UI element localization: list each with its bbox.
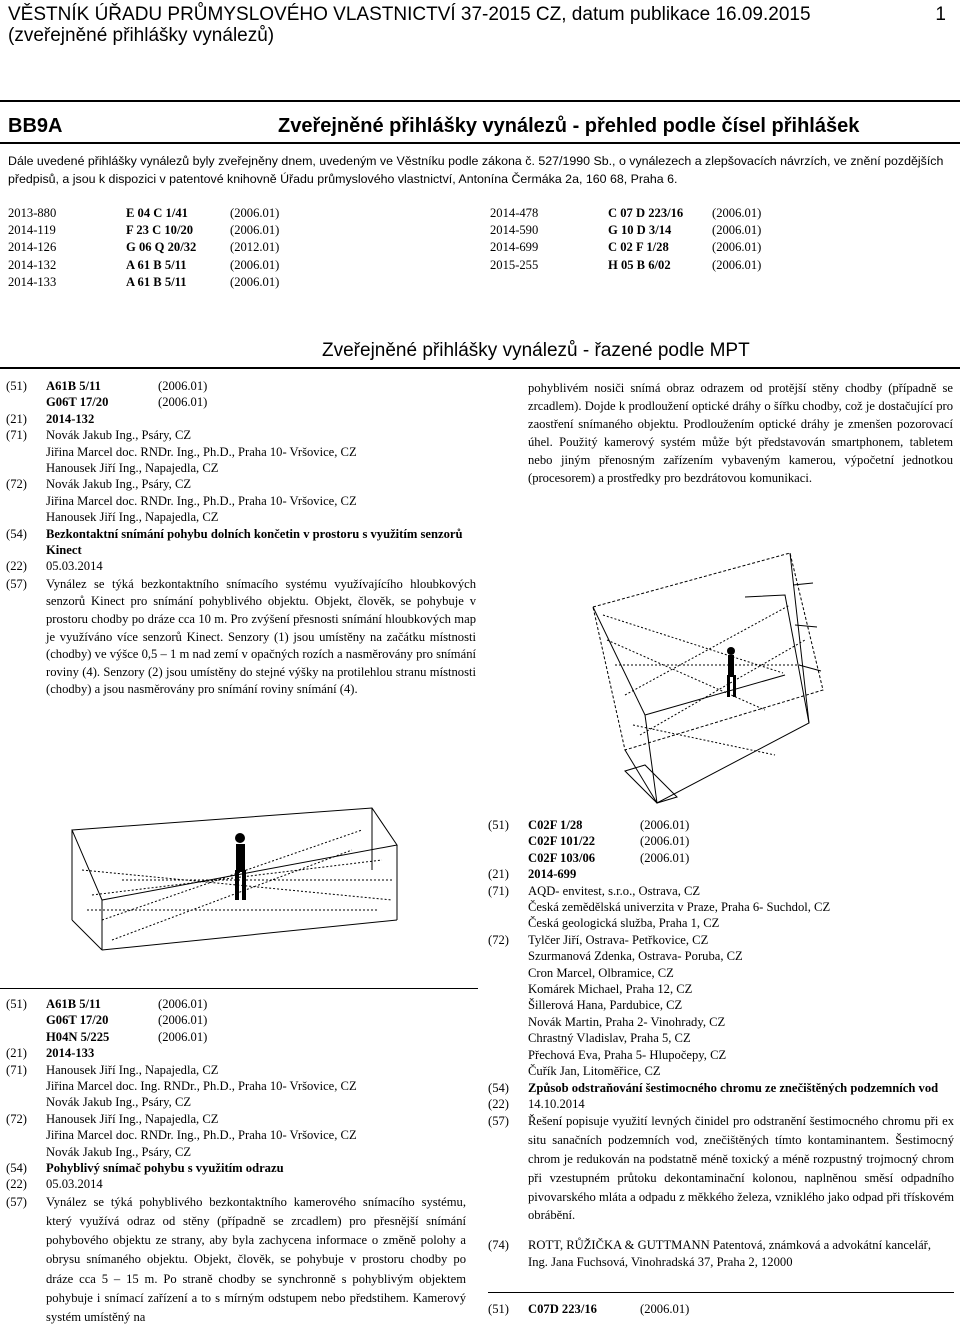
abstract: Řešení popisuje využití levných činidel pro odstranění šestimocného chromu při ex situ sanačních podzemních vod, znečištěných tímto kontaminantem. Šestimocný chrom je redukován na podstatně méně toxický a méně rozpustný trojmocný chrom při vzestupném průtoku dekontaminační kolonou, naplněnou směsí odpadního pivovarského mláta a odpadu z měkkého železa, vzniklého jako odpad při třískovém obrábění. bbox=[528, 1114, 954, 1223]
application-number: 2014-133 bbox=[46, 1046, 95, 1061]
ipc-version: (2006.01) bbox=[712, 223, 762, 238]
application-number: 2014-132 bbox=[8, 257, 57, 272]
mpt-section-title: Zveřejněné přihlášky vynálezů - řazené podle MPT bbox=[322, 340, 750, 361]
code-57: (57) bbox=[488, 1114, 509, 1129]
applicant: AQD- envitest, s.r.o., Ostrava, CZ bbox=[528, 883, 701, 898]
inventor: Novák Jakub Ing., Psáry, CZ bbox=[46, 1144, 192, 1159]
code-51: (51) bbox=[6, 379, 27, 393]
ipc-class: G 06 Q 20/32 bbox=[126, 240, 197, 255]
section-rule-top bbox=[0, 100, 960, 102]
application-number: 2014-699 bbox=[490, 240, 539, 255]
journal-subtitle: (zveřejněné přihlášky vynálezů) bbox=[8, 25, 275, 46]
ipc-version: (2006.01) bbox=[230, 206, 280, 220]
code-21: (21) bbox=[6, 1046, 27, 1061]
applicant: Hanousek Jiří Ing., Napajedla, CZ bbox=[46, 1062, 219, 1077]
inventor: Přechová Eva, Praha 5- Hlupočepy, CZ bbox=[528, 1047, 727, 1062]
mpt-rule bbox=[0, 367, 960, 369]
entry-divider bbox=[0, 988, 478, 989]
application-number: 2015-255 bbox=[490, 257, 539, 272]
ipc-version: (2006.01) bbox=[712, 240, 762, 255]
section-rule-bottom bbox=[0, 142, 960, 144]
invention-title: Pohyblivý snímač pohybu s využitím odrazu bbox=[46, 1161, 284, 1176]
overview-row bbox=[490, 257, 930, 274]
ipc-class: A61B 5/11 bbox=[46, 379, 101, 393]
ipc-class: C07D 223/16 bbox=[528, 1302, 597, 1316]
code-21: (21) bbox=[6, 411, 27, 426]
overview-row bbox=[8, 205, 448, 222]
ipc-class: C 07 D 223/16 bbox=[608, 206, 684, 220]
ipc-class: C02F 103/06 bbox=[528, 850, 596, 865]
ipc-class: C02F 101/22 bbox=[528, 834, 596, 849]
applicant: Jiřina Marcel doc. RNDr. Ing., Ph.D., Praha 10- Vršovice, CZ bbox=[46, 444, 357, 459]
entry-divider bbox=[488, 1292, 954, 1293]
application-number: 2014-133 bbox=[8, 274, 57, 289]
applicant: Novák Jakub Ing., Psáry, CZ bbox=[46, 428, 192, 443]
code-51: (51) bbox=[488, 818, 509, 832]
ipc-version: (2006.01) bbox=[640, 818, 690, 832]
ipc-version: (2006.01) bbox=[230, 257, 280, 272]
inventor: Jiřina Marcel doc. RNDr. Ing., Ph.D., Praha 10- Vršovice, CZ bbox=[46, 493, 357, 508]
inventor: Novák Jakub Ing., Psáry, CZ bbox=[46, 477, 192, 492]
section-title: Zveřejněné přihlášky vynálezů - přehled podle čísel přihlášek bbox=[278, 115, 860, 137]
code-57: (57) bbox=[6, 1194, 27, 1209]
filing-date: 05.03.2014 bbox=[46, 1177, 103, 1192]
code-57: (57) bbox=[6, 576, 27, 591]
code-72: (72) bbox=[6, 477, 27, 492]
abstract: Vynález se týká pohyblivého bezkontaktního kamerového snímacího systému, který využívá odraz od stěny (případně se zrcadlem) pro přesnější snímání pohybového objektu ze strany, aby byla zachycena informace o změně polohy a obrysu snímaného objektu. Objekt, člověk, se pohybuje v prostoru chodby po dráze cca 5 – 15 m. Po straně chodby se synchronně s pohyblivým objektem pohybuje i snímací zařízení a to s mírným odstupem nebo předstihem. Kamerový systém umístěný na bbox=[46, 1194, 466, 1325]
code-54: (54) bbox=[6, 526, 27, 541]
section-code: BB9A bbox=[8, 115, 63, 137]
ipc-version: (2006.01) bbox=[640, 1302, 690, 1316]
ipc-version: (2006.01) bbox=[158, 1013, 208, 1028]
filing-date: 14.10.2014 bbox=[528, 1096, 585, 1111]
ipc-version: (2006.01) bbox=[640, 850, 690, 865]
entry-2014-699 bbox=[488, 817, 954, 1271]
journal-title: VĚSTNÍK ÚŘADU PRŮMYSLOVÉHO VLASTNICTVÍ 37-2015 CZ, datum publikace 16.09.2015 bbox=[8, 4, 811, 25]
overview-row bbox=[8, 222, 448, 239]
ipc-class: E 04 C 1/41 bbox=[126, 206, 188, 220]
inventor: Jiřina Marcel doc. RNDr. Ing., Ph.D., Praha 10- Vršovice, CZ bbox=[46, 1128, 357, 1143]
entry-2014-478-start bbox=[488, 1301, 954, 1317]
ipc-version: (2006.01) bbox=[158, 1029, 208, 1044]
figure-reflection-corridor bbox=[62, 800, 407, 960]
application-number: 2014-478 bbox=[490, 206, 539, 220]
application-number: 2014-119 bbox=[8, 223, 56, 238]
inventor: Novák Martin, Praha 2- Vinohrady, CZ bbox=[528, 1014, 726, 1029]
ipc-class: G06T 17/20 bbox=[46, 1013, 109, 1028]
ipc-class: C 02 F 1/28 bbox=[608, 240, 669, 255]
ipc-version: (2006.01) bbox=[158, 379, 208, 393]
inventor: Šillerová Hana, Pardubice, CZ bbox=[528, 998, 683, 1013]
abstract: Vynález se týká bezkontaktního snímacího systému využívajícího hloubkových senzorů Kinect pro snímání pohyblivého objektu. Objekt, člověk, se pohybuje v prostoru chodby po dráze cca 10 m. Pro zvýšení přesnosti snímání hloubkových map je využíváno více senzorů Kinect. Senzory (1) jsou umístěny na začátku místnosti (chodby) ve výšce 0,5 – 1 m nad zemí v opačných rozích a nasměrovány pro snímání roviny (4). Senzory (2) jsou umístěny do stejné výšky na protilehlou stranu místnosti (chodby) a jsou nasměrovány pro snímání roviny snímání (4). bbox=[46, 576, 476, 697]
ipc-version: (2006.01) bbox=[230, 274, 280, 289]
code-51: (51) bbox=[6, 997, 27, 1011]
code-72: (72) bbox=[6, 1111, 27, 1126]
overview-row bbox=[8, 239, 448, 256]
overview-table-right bbox=[490, 205, 930, 274]
ipc-class: F 23 C 10/20 bbox=[126, 223, 194, 238]
inventor: Čuřík Jan, Litoměřice, CZ bbox=[528, 1064, 661, 1079]
entry-2014-132 bbox=[6, 378, 476, 699]
ipc-class: H04N 5/225 bbox=[46, 1029, 110, 1044]
overview-row bbox=[490, 239, 930, 256]
overview-row bbox=[490, 222, 930, 239]
entry-2014-133 bbox=[6, 996, 466, 1327]
application-number: 2014-126 bbox=[8, 240, 57, 255]
page-number: 1 bbox=[935, 4, 946, 25]
code-72: (72) bbox=[488, 932, 509, 947]
ipc-class: C02F 1/28 bbox=[528, 818, 583, 832]
code-22: (22) bbox=[6, 559, 27, 574]
inventor: Hanousek Jiří Ing., Napajedla, CZ bbox=[46, 510, 219, 525]
applicant: Česká zemědělská univerzita v Praze, Praha 6- Suchdol, CZ bbox=[528, 900, 831, 915]
application-number: 2014-699 bbox=[528, 867, 577, 882]
overview-row bbox=[8, 274, 448, 291]
overview-row bbox=[8, 257, 448, 274]
ipc-class: G 10 D 3/14 bbox=[608, 223, 672, 238]
applicant: Hanousek Jiří Ing., Napajedla, CZ bbox=[46, 461, 219, 476]
ipc-version: (2006.01) bbox=[230, 223, 280, 238]
invention-title: Bezkontaktní snímání pohybu dolních končetin v prostoru s využitím senzorů Kinect bbox=[46, 526, 463, 558]
code-71: (71) bbox=[6, 1062, 27, 1077]
journal-header bbox=[8, 4, 811, 46]
inventor: Tylčer Jiří, Ostrava- Petřkovice, CZ bbox=[528, 932, 709, 947]
section-intro: Dále uvedené přihlášky vynálezů byly zveřejněny dnem, uvedeným ve Věstníku podle zákona č. 527/1990 Sb., o vynálezech a zlepšovacích návrzích, ve znění pozdějších předpisů, a jsou k dispozici v patentové knihovně Úřadu průmyslového vlastnictví, Antonína Čermáka 2a, 160 68, Praha 6. bbox=[8, 154, 944, 186]
code-22: (22) bbox=[6, 1177, 27, 1192]
ipc-version: (2006.01) bbox=[640, 834, 690, 849]
ipc-class: A 61 B 5/11 bbox=[126, 274, 187, 289]
ipc-version: (2006.01) bbox=[712, 206, 762, 220]
invention-title: Způsob odstraňování šestimocného chromu ze znečištěných podzemních vod bbox=[528, 1080, 939, 1095]
ipc-version: (2006.01) bbox=[158, 395, 208, 410]
code-54: (54) bbox=[6, 1161, 27, 1176]
applicant: Česká geologická služba, Praha 1, CZ bbox=[528, 916, 720, 931]
code-71: (71) bbox=[488, 883, 509, 898]
inventor: Komárek Michael, Praha 12, CZ bbox=[528, 982, 693, 997]
ipc-version: (2012.01) bbox=[230, 240, 280, 255]
inventor: Hanousek Jiří Ing., Napajedla, CZ bbox=[46, 1111, 219, 1126]
code-22: (22) bbox=[488, 1096, 509, 1111]
overview-table-left bbox=[8, 205, 448, 291]
application-number: 2013-880 bbox=[8, 206, 57, 220]
code-71: (71) bbox=[6, 428, 27, 443]
ipc-version: (2006.01) bbox=[712, 257, 762, 272]
entry-2014-133-abstract-continued: pohyblivém nosiči snímá obraz odrazem od protější stěny chodby (případně se zrcadlem). Dojde k prodloužení optické dráhy o šířku chodby, což je dostačující pro zaostření snímaného objektu. Prodloužením optické dráhy je zmenšen pozorovací úhel. Použitý kamerový systém může být představován smartphonem, tabletem nebo jiným přenosným zařízením vybaveným kamerou, výpočetní jednotkou (procesorem) a prostředky pro bezdrátovou komunikaci. bbox=[528, 381, 953, 485]
application-number: 2014-590 bbox=[490, 223, 539, 238]
code-74: (74) bbox=[488, 1238, 509, 1253]
inventor: Chrastný Vladislav, Praha 5, CZ bbox=[528, 1031, 691, 1046]
overview-row bbox=[490, 205, 930, 222]
attorney: ROTT, RŮŽIČKA & GUTTMANN Patentová, známková a advokátní kancelář, Ing. Jana Fuchsová, Vinohradská 37, Praha 2, 12000 bbox=[528, 1238, 932, 1270]
application-number: 2014-132 bbox=[46, 411, 95, 426]
applicant: Jiřina Marcel doc. Ing. RNDr., Ph.D., Praha 10- Vršovice, CZ bbox=[46, 1079, 357, 1094]
ipc-class: A61B 5/11 bbox=[46, 997, 101, 1011]
code-54: (54) bbox=[488, 1080, 509, 1095]
figure-sensor-corridor bbox=[585, 545, 840, 810]
applicant: Novák Jakub Ing., Psáry, CZ bbox=[46, 1095, 192, 1110]
code-51: (51) bbox=[488, 1302, 509, 1316]
inventor: Szurmanová Zdenka, Ostrava- Poruba, CZ bbox=[528, 949, 743, 964]
ipc-class: A 61 B 5/11 bbox=[126, 257, 187, 272]
filing-date: 05.03.2014 bbox=[46, 559, 103, 574]
inventor: Cron Marcel, Olbramice, CZ bbox=[528, 965, 674, 980]
ipc-class: H 05 B 6/02 bbox=[608, 257, 671, 272]
ipc-version: (2006.01) bbox=[158, 997, 208, 1011]
ipc-class: G06T 17/20 bbox=[46, 395, 109, 410]
code-21: (21) bbox=[488, 867, 509, 882]
